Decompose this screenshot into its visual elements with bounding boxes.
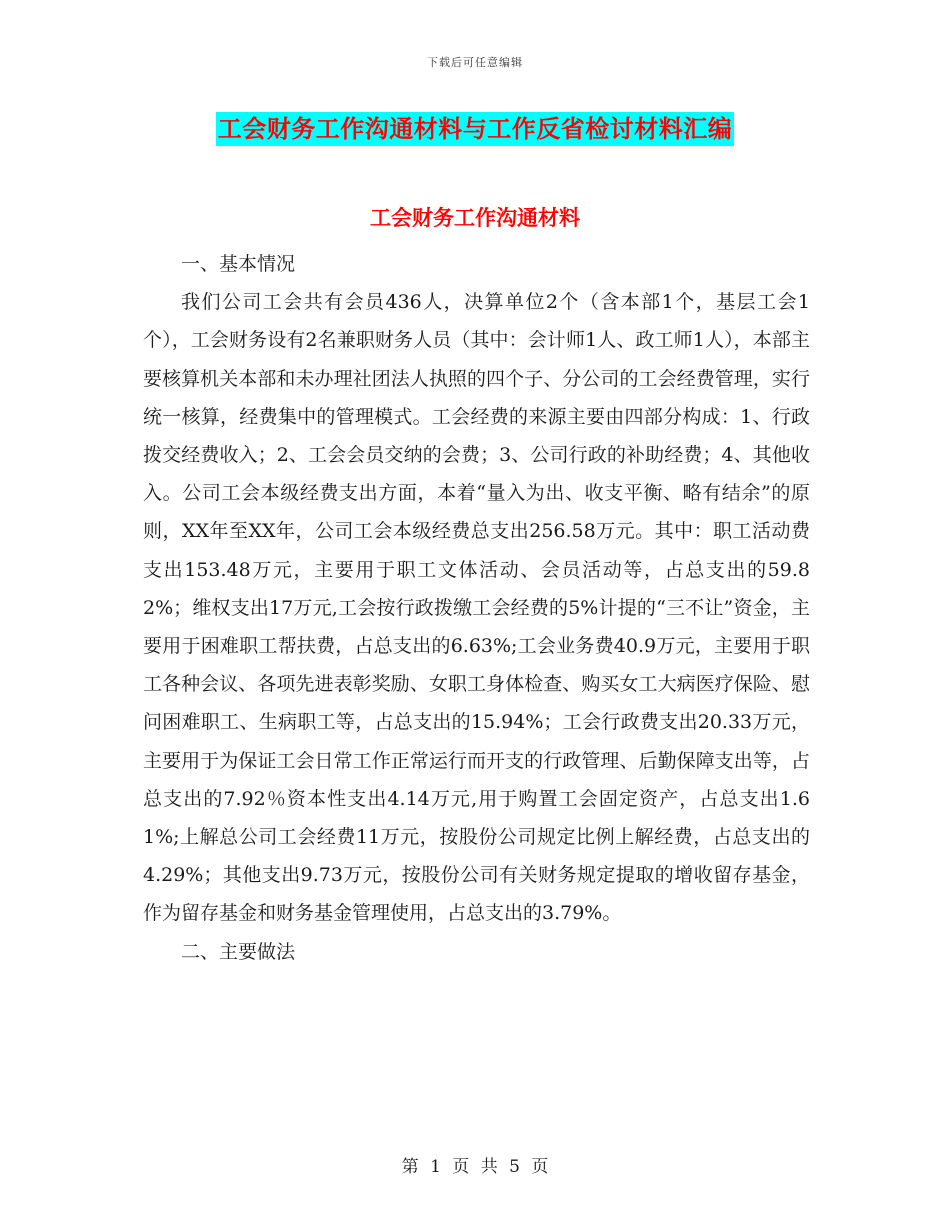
main-title: 工会财务工作沟通材料与工作反省检讨材料汇编 bbox=[216, 112, 735, 146]
page-footer: 第 1 页 共 5 页 bbox=[401, 1157, 549, 1177]
main-title-wrapper bbox=[0, 112, 950, 146]
section-heading-basic: 一、基本情况 bbox=[181, 253, 296, 275]
paragraph-basic-situation: 我们公司工会共有会员436人，决算单位2个（含本部1个，基层工会1个），工会财务设有2名兼职财务人员（其中：会计师1人、政工师1人），本部主要核算机关本部和未办理社团法人执照的四个子、分公司的工会经费管理，实行统一核算，经费集中的管理模式。工会经费的来源主要由四部分构成：1、行政拨交经费收入；2、工会会员交纳的会费；3、公司行政的补助经费；4、其他收入。公司工会本级经费支出方面，本着“量入为出、收支平衡、略有结余”的原则，XX年至XX年，公司工会本级经费总支出256.58万元。其中：职工活动费支出153.48万元，主要用于职工文体活动、会员活动等，占总支出的59.82%；维权支出17万元,工会按行政拨缴工会经费的5%计提的“三不让”资金，主要用于困难职工帮扶费，占总支出的6.63%;工会业务费40.9万元，主要用于职工各种会议、各项先进表彰奖励、女职工身体检查、购买女工大病医疗保险、慰问困难职工、生病职工等，占总支出的15.94%；工会行政费支出20.33万元，主要用于为保证工会日常工作正常运行而开支的行政管理、后勤保障支出等，占总支出的7.92％资本性支出4.14万元,用于购置工会固定资产，占总支出1.61%;上解总公司工会经费11万元，按股份公司规定比例上解经费，占总支出的4.29%；其他支出9.73万元，按股份公司有关财务规定提取的增收留存基金，作为留存基金和财务基金管理使用，占总支出的3.79%。 bbox=[143, 291, 810, 925]
section-heading-methods: 二、主要做法 bbox=[181, 940, 296, 963]
sub-title: 工会财务工作沟通材料 bbox=[370, 205, 580, 230]
document-body bbox=[143, 245, 810, 971]
header-note: 下载后可任意编辑 bbox=[427, 56, 523, 69]
